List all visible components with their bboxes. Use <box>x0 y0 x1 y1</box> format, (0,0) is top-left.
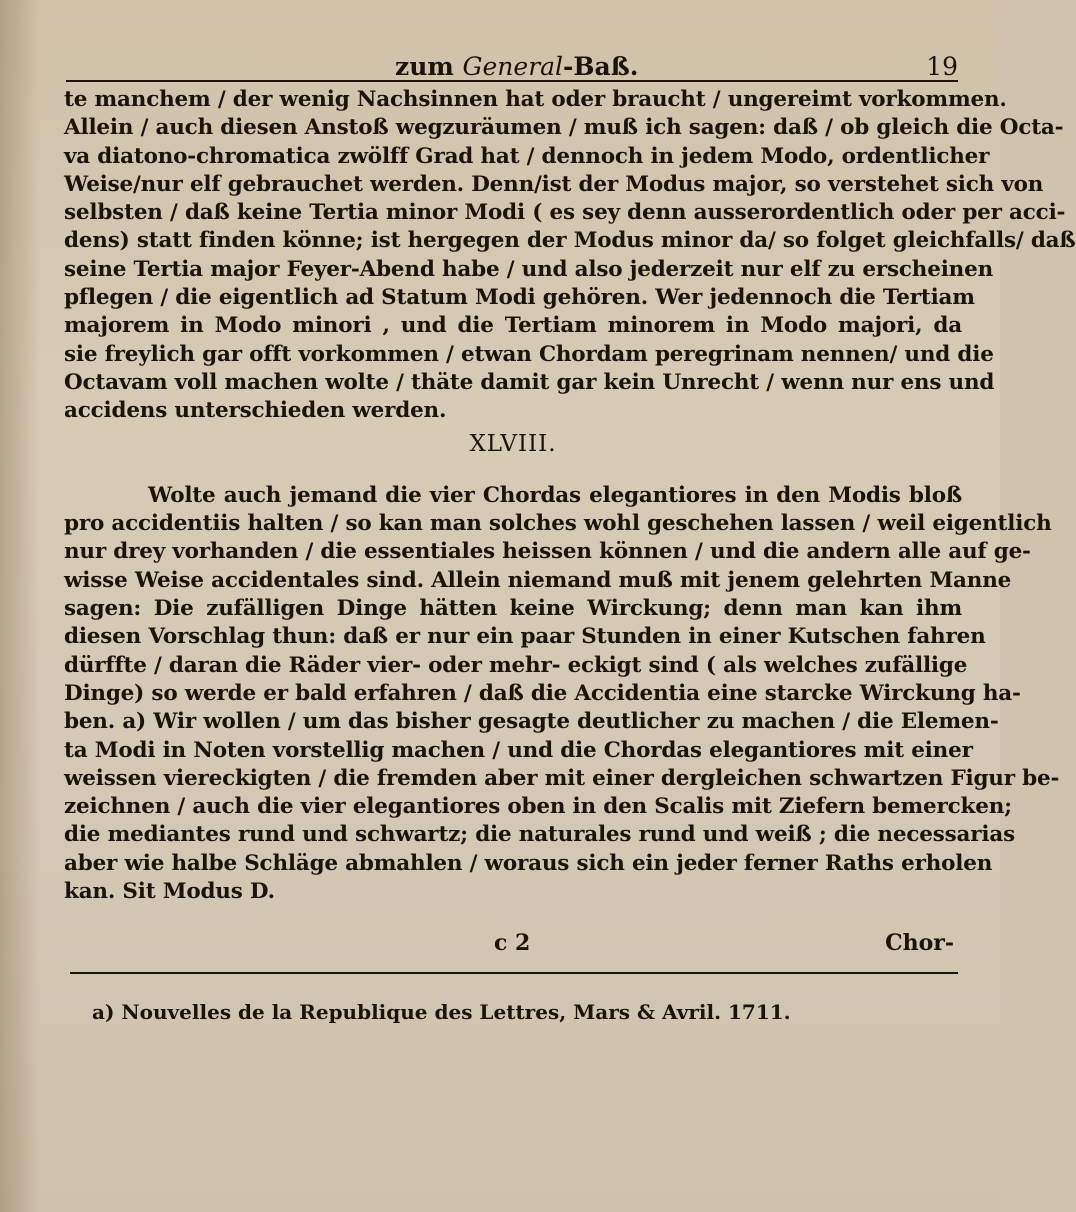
text-line: majorem in Modo minori , und die Tertiam minorem in Modo majori, da <box>64 313 962 339</box>
catchword: Chor- <box>885 930 954 956</box>
text-line: nur drey vorhanden / die essentiales heissen können / und die andern alle auf ge- <box>64 539 1031 565</box>
footnote: a) Nouvelles de la Republique des Lettres, Mars & Avril. 1711. <box>92 1000 791 1024</box>
text-line: aber wie halbe Schläge abmahlen / woraus sich ein jeder ferner Raths erholen <box>64 850 993 876</box>
text-line: accidens unterschieden werden. <box>64 398 447 424</box>
page-body <box>64 86 1076 906</box>
text-line: Wolte auch jemand die vier Chordas elegantiores in den Modis bloß <box>148 482 962 508</box>
running-title-italic: General <box>462 52 564 81</box>
text-line: selbsten / daß keine Tertia minor Modi ( es sey denn ausserordentlich oder per acci- <box>64 200 1066 226</box>
text-line: Dinge) so werde er bald erfahren / daß die Accidentia eine starcke Wirckung ha- <box>64 680 1021 706</box>
page-footer-marks <box>64 930 958 960</box>
text-line: seine Tertia major Feyer-Abend habe / und also jederzeit nur elf zu erscheinen <box>64 256 994 282</box>
header-rule <box>66 80 958 82</box>
text-line: wisse Weise accidentales sind. Allein niemand muß mit jenem gelehrten Manne <box>64 567 1012 593</box>
text-line: zeichnen / auch die vier elegantiores oben in den Scalis mit Ziefern bemercken; <box>64 794 1012 820</box>
text-line: Octavam voll machen wolte / thäte damit gar kein Unrecht / wenn nur ens und <box>64 369 995 395</box>
text-line: sagen: Die zufälligen Dinge hätten keine Wirckung; denn man kan ihm <box>64 596 962 622</box>
text-line: kan. Sit Modus D. <box>64 879 275 905</box>
running-title-suffix: -Baß. <box>563 52 639 81</box>
text-line: Allein / auch diesen Anstoß wegzuräumen / muß ich sagen: daß / ob gleich die Octa- <box>64 115 1064 141</box>
text-line: sie freylich gar offt vorkommen / etwan Chordam peregrinam nennen/ und die <box>64 341 994 367</box>
text-line: ta Modi in Noten vorstellig machen / und die Chordas elegantiores mit einer <box>64 737 973 763</box>
text-line: ben. a) Wir wollen / um das bisher gesagte deutlicher zu machen / die Elemen- <box>64 709 999 735</box>
footnote-rule <box>70 972 958 974</box>
text-line: die mediantes rund und schwartz; die naturales rund und weiß ; die necessarias <box>64 822 1015 848</box>
signature-mark: c 2 <box>494 930 531 956</box>
running-title <box>395 52 638 81</box>
spacer <box>64 472 962 482</box>
text-line: dürffte / daran die Räder vier- oder mehr- eckigt sind ( als welches zufällige <box>64 652 968 678</box>
text-line: weissen viereckigten / die fremden aber mit einer dergleichen schwartzen Figur be- <box>64 765 1060 791</box>
text-line: te manchem / der wenig Nachsinnen hat oder braucht / ungereimt vorkommen. <box>64 87 1007 112</box>
section-heading: XLVIII. <box>469 430 557 457</box>
text-line: diesen Vorschlag thun: daß er nur ein paar Stunden in einer Kutschen fahren <box>64 624 986 650</box>
text-line: Weise/nur elf gebrauchet werden. Denn/ist der Modus major, so verstehet sich von <box>64 171 1044 197</box>
text-line: va diatono-chromatica zwölff Grad hat / dennoch in jedem Modo, ordentlicher <box>64 143 990 169</box>
paragraph-1 <box>64 86 1076 426</box>
page-number: 19 <box>926 52 958 81</box>
paragraph-2 <box>64 482 1060 906</box>
text-line: pflegen / die eigentlich ad Statum Modi gehören. Wer jedennoch die Tertiam <box>64 285 975 311</box>
text-line: pro accidentiis halten / so kan man solches wohl geschehen lassen / weil eigentlich <box>64 511 1052 537</box>
running-title-prefix: zum <box>395 52 463 81</box>
text-line: dens) statt finden könne; ist hergegen der Modus minor da/ so folget gleichfalls/ daß <box>64 228 1076 254</box>
